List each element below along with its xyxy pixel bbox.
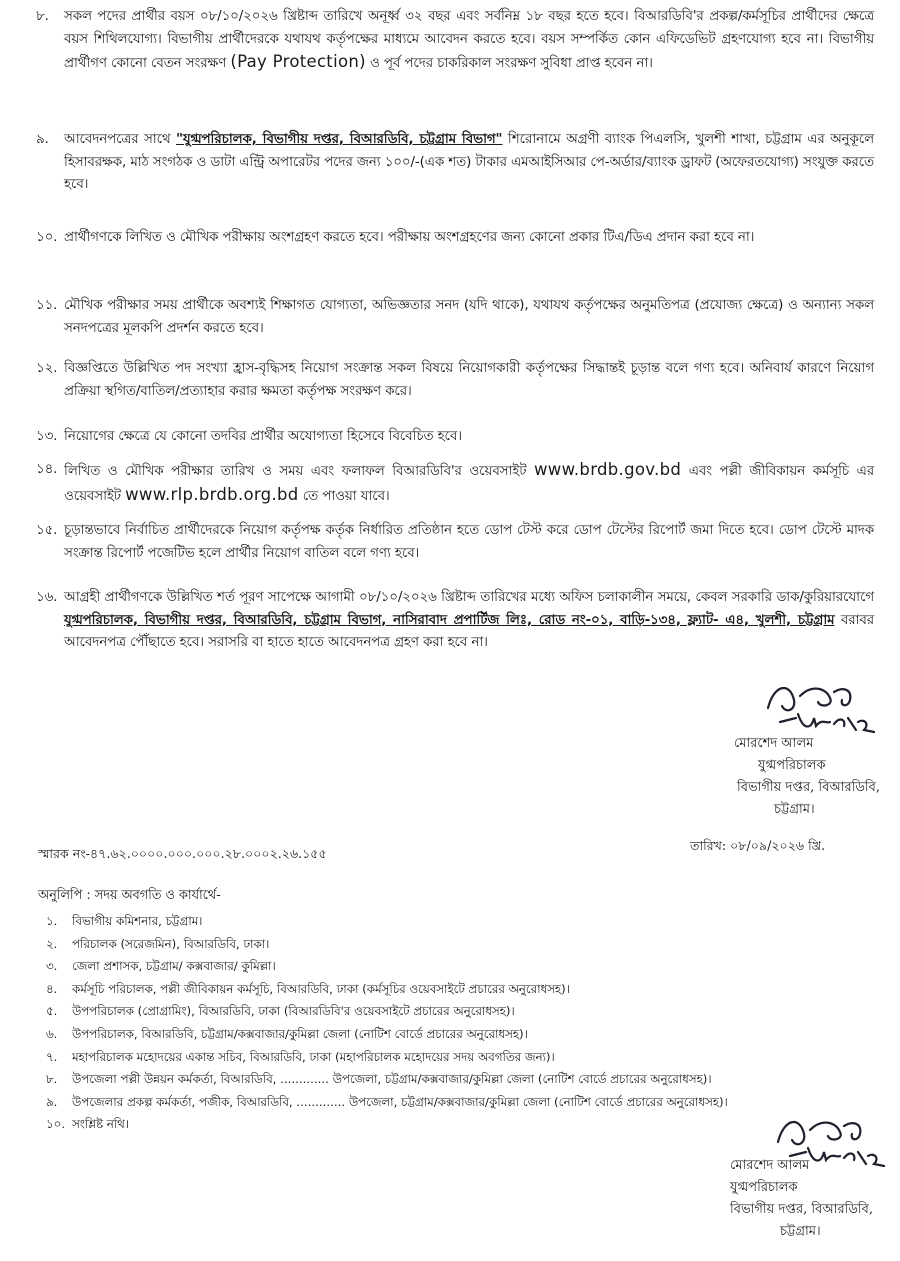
signatory-office: বিভাগীয় দপ্তর, বিআরডিবি, [730, 1202, 874, 1217]
signatory-city: চট্টগ্রাম। [780, 1224, 821, 1239]
clause-text-run: নিয়োগের ক্ষেত্রে যে কোনো তদবির প্রার্থীর অযোগ্যতা হিসেবে বিবেচিত হবে। [64, 429, 462, 444]
list-item: ৩. জেলা প্রশাসক, চট্টগ্রাম/ কক্সবাজার/ কুমিল্লা। [46, 959, 276, 974]
signatory-city: চট্টগ্রাম। [774, 802, 815, 817]
latin-text: www.rlp.brdb.org.bd [125, 484, 299, 504]
list-item: ৬. উপপরিচালক, বিআরডিবি, চট্টগ্রাম/কক্সবাজার/কুমিল্লা জেলা (নোটিশ বোর্ডে প্রচারের অনুরোধসহ)। [46, 1026, 528, 1041]
clause-text-run: আগ্রহী প্রার্থীগণকে উল্লিখিত শর্ত পূরণ সাপেক্ষে আগামী ০৮/১০/২০২৬ খ্রিষ্টাব্দ তারিখের মধ্যে অফিস চলাকালীন সময়ে, কেবল সরকারি ডাক/কুরিয়ারযোগে [64, 590, 874, 605]
clause-14 [36, 459, 874, 508]
list-item: ৫. উপপরিচালক (প্রোগ্রামিং), বিআরডিবি, ঢাকা (বিআরডিবি'র ওয়েবসাইটে প্রচারের অনুরোধসহ)। [46, 1004, 515, 1019]
underlined-text: "যুগ্মপরিচালক, বিভাগীয় দপ্তর, বিআরডিবি, চট্টগ্রাম বিভাগ" [176, 132, 503, 147]
signatory-office: বিভাগীয় দপ্তর, বিআরডিবি, [737, 780, 881, 795]
copy-heading: অনুলিপি : সদয় অবগতি ও কার্যার্থে- [38, 888, 221, 903]
clause-text-run: বিজ্ঞপ্তিতে উল্লিখিত পদ সংখ্যা হ্রাস-বৃদ্ধিসহ নিয়োগ সংক্রান্ত সকল বিষয়ে নিয়োগকারী কর্তৃপক্ষের সিদ্ধান্তই চূড়ান্ত বলে গণ্য হবে। অনিবার্য কারণে নিয়োগ প্রক্রিয়া স্থগিত/বাতিল/প্রত্যাহার করার ক্ষমতা কর্তৃপক্ষ সংরক্ষণ করে। [64, 361, 874, 399]
latin-text: (Pay Protection) [230, 52, 366, 71]
list-item: ৪. কর্মসূচি পরিচালক, পল্লী জীবিকায়ন কর্মসূচি, বিআরডিবি, ঢাকা (কর্মসূচির ওয়েবসাইটে প্রচারের অনুরোধসহ)। [46, 981, 570, 996]
clause-9 [36, 129, 874, 197]
clause-text-run: সকল পদের প্রার্থীর বয়স ০৮/১০/২০২৬ খ্রিষ্টাব্দ তারিখে অনূর্ধ্ব ৩২ বছর এবং সর্বনিম্ন ১৮ বছর হতে হবে। বিআরডিবি'র প্রকল্প/কর্মসূচির প্রার্থীদের ক্ষেত্রে বয়স শিথিলযোগ্য। বিভাগীয় প্রার্থীদেরকে যথাযথ কর্তৃপক্ষের মাধ্যমে আবেদন করতে হবে। বয়স সম্পর্কিত কোন এফিডেভিট গ্রহণযোগ্য হবে না। বিভাগীয় প্রার্থীগণ কোনো বেতন সংরক্ষণ [64, 9, 874, 71]
clause-text-run: চূড়ান্তভাবে নির্বাচিত প্রার্থীদেরকে নিয়োগ কর্তৃপক্ষ কর্তৃক নির্ধারিত প্রতিষ্ঠান হতে ডোপ টেস্ট করে ডোপ টেস্টের রিপোর্ট জমা দিতে হবে। ডোপ টেস্টে মাদক সংক্রান্ত রিপোর্ট পজেটিভ হলে প্রার্থীর নিয়োগ বাতিল বলে গণ্য হবে। [64, 523, 874, 561]
clause-10 [36, 227, 874, 250]
clause-16 [36, 587, 874, 655]
list-item: ৮. উপজেলা পল্লী উন্নয়ন কর্মকর্তা, বিআরডিবি, ............. উপজেলা, চট্টগ্রাম/কক্সবাজার/কুমিল্লা জেলা (নোটিশ বোর্ডে প্রচারের অনুরোধসহ)। [46, 1072, 712, 1087]
clause-text [64, 426, 874, 449]
clause-text [64, 129, 874, 197]
list-item: ২. পরিচালক (সরেজমিন), বিআরডিবি, ঢাকা। [46, 936, 270, 951]
clause-8 [36, 6, 874, 76]
clause-text-run: লিখিত ও মৌখিক পরীক্ষার তারিখ ও সময় এবং ফলাফল বিআরডিবি'র ওয়েবসাইট [64, 464, 534, 479]
clause-number: ১৪. [36, 462, 58, 477]
memo-number: স্মারক নং-৪৭.৬২.০০০০.০০০.০০০.২৮.০০০২.২৬.১৫৫ [38, 846, 327, 861]
clause-number: ১২. [36, 361, 58, 376]
list-item: ৭. মহাপরিচালক মহোদয়ের একান্ত সচিব, বিআরডিবি, ঢাকা (মহাপরিচালক মহোদয়ের সদয় অবগতির জন্য)। [46, 1049, 555, 1064]
clause-text-run: প্রার্থীগণকে লিখিত ও মৌখিক পরীক্ষায় অংশগ্রহণ করতে হবে। পরীক্ষায় অংশগ্রহণের জন্য কোনো প্রকার টিএ/ডিএ প্রদান করা হবে না। [64, 230, 755, 245]
clause-text [64, 6, 874, 76]
clause-text-run: আবেদনপত্রের সাথে [64, 132, 177, 147]
clause-text-run: ও পূর্ব পদের চাকরিকাল সংরক্ষণ সুবিধা প্রাপ্ত হবেন না। [365, 56, 653, 71]
clause-text-run: তে পাওয়া যাবে। [298, 488, 390, 504]
clause-number: ১৬. [36, 590, 58, 605]
clause-text [64, 520, 874, 565]
signature-block-1 [734, 733, 880, 821]
signatory-name: মোরশেদ আলম [730, 1158, 810, 1173]
signatory-name: মোরশেদ আলম [734, 736, 814, 751]
list-item: ৯. উপজেলার প্রকল্প কর্মকর্তা, পজীক, বিআরডিবি, ............. উপজেলা, চট্টগ্রাম/কক্সবাজার/কুমিল্লা জেলা (নোটিশ বোর্ডে প্রচারের অনুরোধসহ)। [46, 1094, 728, 1109]
clause-12 [36, 358, 874, 403]
clause-13 [36, 426, 874, 449]
clause-number: ১৫. [36, 523, 58, 538]
list-item: ১. বিভাগীয় কমিশনার, চট্টগ্রাম। [46, 914, 203, 928]
clause-number: ৯. [36, 132, 49, 147]
copy-list [46, 910, 866, 1136]
clause-text-run: শিরোনামে অগ্রণী ব্যাংক পিএলসি, খুলশী শাখা, চট্টগ্রাম এর অনুকূলে হিসাবরক্ষক, মাঠ সংগঠক ও ডাটা এন্ট্রি অপারেটর পদের জন্য ১০০/-(এক শত) টাকার এমআইসিআর পে-অর্ডার/ব্যাংক ড্রাফট (অফেরতযোগ্য) সংযুক্ত করতে হবে। [64, 132, 875, 192]
signature-block-2 [730, 1155, 873, 1243]
clause-text [64, 295, 874, 340]
latin-text: www.brdb.gov.bd [534, 460, 682, 479]
clause-text [64, 227, 874, 250]
memo-date: তারিখ: ০৮/০৯/২০২৬ খ্রি. [690, 838, 826, 853]
clause-text-run: এবং পল্লী জীবিকায়ন কর্মসূচি এর ওয়েবসাইট [64, 464, 874, 504]
clause-text [64, 587, 874, 655]
list-item: ১০. সংশ্লিষ্ট নথি। [46, 1117, 130, 1132]
clause-15 [36, 520, 874, 565]
clause-number: ১৩. [36, 429, 58, 444]
clause-number: ১০. [36, 230, 58, 245]
clause-text-run: মৌখিক পরীক্ষার সময় প্রার্থীকে অবশ্যই শিক্ষাগত যোগ্যতা, অভিজ্ঞতার সনদ (যদি থাকে), যথাযথ কর্তৃপক্ষের অনুমতিপত্র (প্রযোজ্য ক্ষেত্রে) ও অন্যান্য সকল সনদপত্রের মূলকপি প্রদর্শন করতে হবে। [64, 298, 874, 336]
clause-number: ১১. [36, 298, 58, 313]
clause-text [64, 459, 874, 508]
clause-number: ৮. [36, 9, 49, 24]
clause-text [64, 358, 874, 403]
signatory-designation: যুগ্মপরিচালক [758, 758, 826, 773]
clause-text-run: বরাবর আবেদনপত্র পৌঁছাতে হবে। সরাসরি বা হাতে হাতে আবেদনপত্র গ্রহণ করা হবে না। [64, 612, 874, 650]
signatory-designation: যুগ্মপরিচালক [730, 1180, 798, 1195]
clause-11 [36, 295, 874, 340]
underlined-text: যুগ্মপরিচালক, বিভাগীয় দপ্তর, বিআরডিবি, চট্টগ্রাম বিভাগ, নাসিরাবাদ প্রপার্টিজ লিঃ, রোড নং-০১, বাড়ি-১৩৪, ফ্ল্যাট- এ৪, খুলশী, চট্টগ্রাম [64, 612, 835, 628]
handwritten-signature-1 [760, 678, 880, 738]
